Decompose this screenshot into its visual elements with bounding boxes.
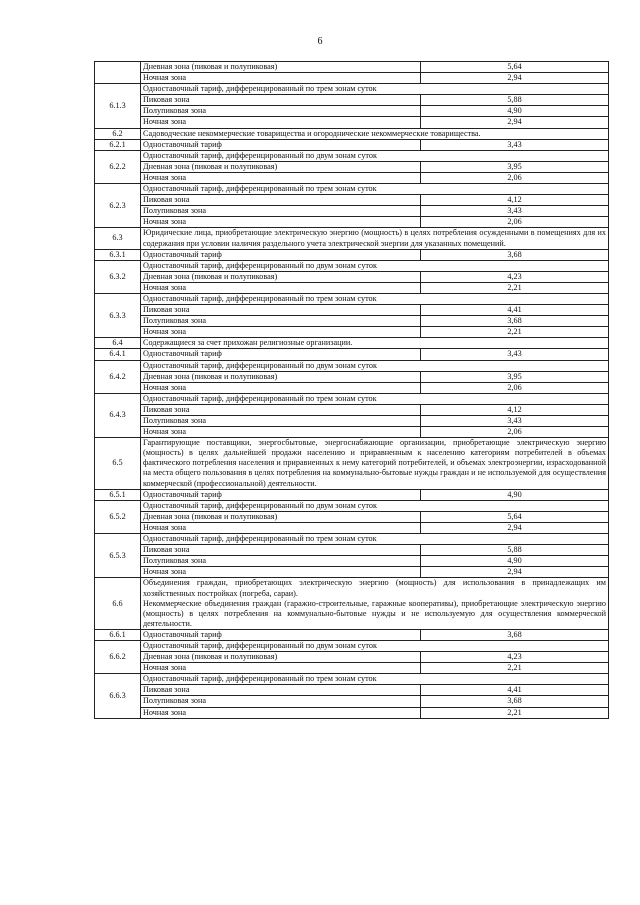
row-code-cell: 6.6.1 — [95, 629, 141, 640]
row-name-cell: Ночная зона — [141, 73, 421, 84]
table-row — [95, 249, 609, 260]
row-value-cell: 2,06 — [421, 217, 609, 228]
row-code-cell: 6.6.3 — [95, 674, 141, 718]
row-name-cell: Ночная зона — [141, 117, 421, 128]
row-value-cell: 2,06 — [421, 382, 609, 393]
row-name-cell: Пиковая зона — [141, 685, 421, 696]
table-row — [95, 696, 609, 707]
row-code-cell — [95, 62, 141, 84]
table-row — [95, 578, 609, 629]
table-row — [95, 305, 609, 316]
row-code-cell: 6.4.1 — [95, 349, 141, 360]
table-row — [95, 438, 609, 489]
row-name-paragraph: Некоммерческие объединения граждан (гаражно-строительные, гаражные кооперативы), приобретающие электрическую энергию (мощность) в целях потребления на коммунально-бытовые нужды и не используемую для осуществления коммерческой деятельности. — [143, 598, 606, 628]
row-name-cell: Одноставочный тариф, дифференцированный по трем зонам суток — [141, 184, 609, 195]
row-name-cell: Ночная зона — [141, 282, 421, 293]
row-name-cell: Пиковая зона — [141, 95, 421, 106]
table-row — [95, 316, 609, 327]
row-name-cell: Садоводческие некоммерческие товарищества и огороднические некоммерческие товарищества. — [141, 128, 609, 139]
row-value-cell: 3,95 — [421, 371, 609, 382]
tariff-table — [94, 61, 609, 719]
row-code-cell: 6.1.3 — [95, 84, 141, 128]
row-name-cell: Ночная зона — [141, 427, 421, 438]
row-name-cell: Одноставочный тариф, дифференцированный по двум зонам суток — [141, 150, 609, 161]
row-name-cell: Полупиковая зона — [141, 556, 421, 567]
table-row — [95, 674, 609, 685]
row-name-cell: Одноставочный тариф, дифференцированный по трем зонам суток — [141, 84, 609, 95]
table-row — [95, 206, 609, 217]
row-value-cell: 4,23 — [421, 652, 609, 663]
row-name-cell: Одноставочный тариф, дифференцированный по двум зонам суток — [141, 260, 609, 271]
row-value-cell: 3,43 — [421, 139, 609, 150]
row-name-cell: Содержащиеся за счет прихожан религиозные организации. — [141, 338, 609, 349]
table-row — [95, 117, 609, 128]
row-code-cell: 6.2.1 — [95, 139, 141, 150]
row-code-cell: 6.2 — [95, 128, 141, 139]
table-row — [95, 73, 609, 84]
row-value-cell: 5,64 — [421, 511, 609, 522]
row-name-cell: Полупиковая зона — [141, 206, 421, 217]
row-value-cell: 2,94 — [421, 117, 609, 128]
row-name-cell: Ночная зона — [141, 663, 421, 674]
table-row — [95, 106, 609, 117]
row-value-cell: 2,94 — [421, 73, 609, 84]
row-name-cell: Пиковая зона — [141, 195, 421, 206]
row-name-cell: Одноставочный тариф, дифференцированный по двум зонам суток — [141, 640, 609, 651]
row-name-cell: Одноставочный тариф, дифференцированный по двум зонам суток — [141, 500, 609, 511]
table-row — [95, 556, 609, 567]
row-value-cell: 3,68 — [421, 629, 609, 640]
row-code-cell: 6.5.2 — [95, 500, 141, 533]
row-name-cell: Полупиковая зона — [141, 106, 421, 117]
row-value-cell: 3,68 — [421, 249, 609, 260]
row-code-cell: 6.2.3 — [95, 184, 141, 228]
row-name-cell: Пиковая зона — [141, 545, 421, 556]
row-name-cell: Ночная зона — [141, 172, 421, 183]
row-value-cell: 2,21 — [421, 663, 609, 674]
row-code-cell: 6.6 — [95, 578, 141, 629]
row-name-cell: Одноставочный тариф, дифференцированный по трем зонам суток — [141, 393, 609, 404]
table-row — [95, 382, 609, 393]
row-name-cell: Ночная зона — [141, 217, 421, 228]
row-name-cell: Дневная зона (пиковая и полупиковая) — [141, 371, 421, 382]
row-name-cell: Ночная зона — [141, 567, 421, 578]
row-name-cell: Полупиковая зона — [141, 316, 421, 327]
row-name-cell: Одноставочный тариф — [141, 629, 421, 640]
row-value-cell: 3,68 — [421, 696, 609, 707]
row-name-cell: Ночная зона — [141, 707, 421, 718]
row-value-cell: 5,88 — [421, 95, 609, 106]
table-row — [95, 663, 609, 674]
table-row — [95, 195, 609, 206]
row-value-cell: 5,64 — [421, 62, 609, 73]
table-row — [95, 338, 609, 349]
row-value-cell: 3,43 — [421, 206, 609, 217]
row-value-cell: 5,88 — [421, 545, 609, 556]
row-value-cell: 2,21 — [421, 707, 609, 718]
table-row — [95, 84, 609, 95]
row-name-cell: Одноставочный тариф — [141, 139, 421, 150]
table-row — [95, 629, 609, 640]
row-name-cell: Пиковая зона — [141, 305, 421, 316]
table-row — [95, 161, 609, 172]
row-value-cell: 2,21 — [421, 327, 609, 338]
row-code-cell: 6.3.3 — [95, 293, 141, 337]
table-row — [95, 184, 609, 195]
row-name-cell: Дневная зона (пиковая и полупиковая) — [141, 62, 421, 73]
row-name-cell: Одноставочный тариф, дифференцированный по трем зонам суток — [141, 674, 609, 685]
row-name-cell: Дневная зона (пиковая и полупиковая) — [141, 161, 421, 172]
row-name-cell: Ночная зона — [141, 382, 421, 393]
row-code-cell: 6.3 — [95, 228, 141, 249]
row-name-cell — [141, 578, 609, 629]
table-row — [95, 511, 609, 522]
row-name-cell: Юридические лица, приобретающие электрическую энергию (мощность) в целях потребления осужденными в помещениях для их содержания при условии наличия раздельного учета электрической энергии для указанных помещений. — [141, 228, 609, 249]
table-row — [95, 150, 609, 161]
row-value-cell: 2,06 — [421, 427, 609, 438]
table-row — [95, 393, 609, 404]
row-value-cell: 2,94 — [421, 567, 609, 578]
table-row — [95, 545, 609, 556]
row-value-cell: 3,43 — [421, 349, 609, 360]
row-value-cell: 3,68 — [421, 316, 609, 327]
row-value-cell: 4,41 — [421, 305, 609, 316]
row-value-cell: 2,21 — [421, 282, 609, 293]
row-code-cell: 6.4.2 — [95, 360, 141, 393]
row-value-cell: 4,41 — [421, 685, 609, 696]
row-name-cell: Дневная зона (пиковая и полупиковая) — [141, 652, 421, 663]
row-code-cell: 6.6.2 — [95, 640, 141, 673]
row-name-cell: Одноставочный тариф — [141, 349, 421, 360]
row-name-cell: Ночная зона — [141, 327, 421, 338]
row-name-cell: Одноставочный тариф, дифференцированный по трем зонам суток — [141, 293, 609, 304]
table-row — [95, 228, 609, 249]
row-name-cell: Дневная зона (пиковая и полупиковая) — [141, 271, 421, 282]
row-name-cell: Пиковая зона — [141, 404, 421, 415]
page-number: 6 — [317, 36, 323, 47]
table-row — [95, 640, 609, 651]
row-name-cell: Одноставочный тариф, дифференцированный по двум зонам суток — [141, 360, 609, 371]
table-row — [95, 567, 609, 578]
row-value-cell: 4,12 — [421, 404, 609, 415]
row-name-paragraph: Объединения граждан, приобретающих электрическую энергию (мощность) для использования в принадлежащих им хозяйственных постройках (погреба, сараи). — [143, 578, 606, 598]
row-value-cell: 4,90 — [421, 556, 609, 567]
table-row — [95, 260, 609, 271]
table-row — [95, 62, 609, 73]
row-code-cell: 6.5.3 — [95, 534, 141, 578]
table-row — [95, 360, 609, 371]
table-row — [95, 534, 609, 545]
table-row — [95, 371, 609, 382]
row-code-cell: 6.5.1 — [95, 489, 141, 500]
table-row — [95, 416, 609, 427]
row-value-cell: 2,06 — [421, 172, 609, 183]
row-code-cell: 6.2.2 — [95, 150, 141, 183]
row-value-cell: 4,90 — [421, 489, 609, 500]
row-name-cell: Полупиковая зона — [141, 416, 421, 427]
row-name-cell: Гарантирующие поставщики, энергосбытовые, энергоснабжающие организации, приобретающие электрическую энергию (мощность) в целях дальнейшей продажи населению и приравненным к населению категориям потребителей в объемах фактического потребления населения и приравненных к нему категорий потребителей, и объемах электроэнергии, израсходованной на места общего пользования в целях потребления на коммунально-бытовые нужды граждан и не используемой для осуществления коммерческой (профессиональной) деятельности. — [141, 438, 609, 489]
table-row — [95, 652, 609, 663]
table-row — [95, 707, 609, 718]
table-row — [95, 172, 609, 183]
table-row — [95, 293, 609, 304]
table-row — [95, 271, 609, 282]
row-code-cell: 6.4.3 — [95, 393, 141, 437]
row-code-cell: 6.3.1 — [95, 249, 141, 260]
row-name-cell: Ночная зона — [141, 522, 421, 533]
table-row — [95, 95, 609, 106]
row-value-cell: 3,43 — [421, 416, 609, 427]
table-row — [95, 522, 609, 533]
row-value-cell: 3,95 — [421, 161, 609, 172]
table-row — [95, 217, 609, 228]
table-row — [95, 327, 609, 338]
table-row — [95, 349, 609, 360]
table-row — [95, 500, 609, 511]
row-name-cell: Одноставочный тариф — [141, 489, 421, 500]
row-name-cell: Одноставочный тариф — [141, 249, 421, 260]
row-name-cell: Дневная зона (пиковая и полупиковая) — [141, 511, 421, 522]
table-row — [95, 685, 609, 696]
row-code-cell: 6.4 — [95, 338, 141, 349]
row-value-cell: 4,90 — [421, 106, 609, 117]
table-row — [95, 128, 609, 139]
row-value-cell: 4,23 — [421, 271, 609, 282]
row-code-cell: 6.3.2 — [95, 260, 141, 293]
row-code-cell: 6.5 — [95, 438, 141, 489]
table-row — [95, 489, 609, 500]
table-row — [95, 139, 609, 150]
table-row — [95, 404, 609, 415]
row-value-cell: 2,94 — [421, 522, 609, 533]
table-row — [95, 427, 609, 438]
row-value-cell: 4,12 — [421, 195, 609, 206]
table-row — [95, 282, 609, 293]
row-name-cell: Одноставочный тариф, дифференцированный по трем зонам суток — [141, 534, 609, 545]
row-name-cell: Полупиковая зона — [141, 696, 421, 707]
